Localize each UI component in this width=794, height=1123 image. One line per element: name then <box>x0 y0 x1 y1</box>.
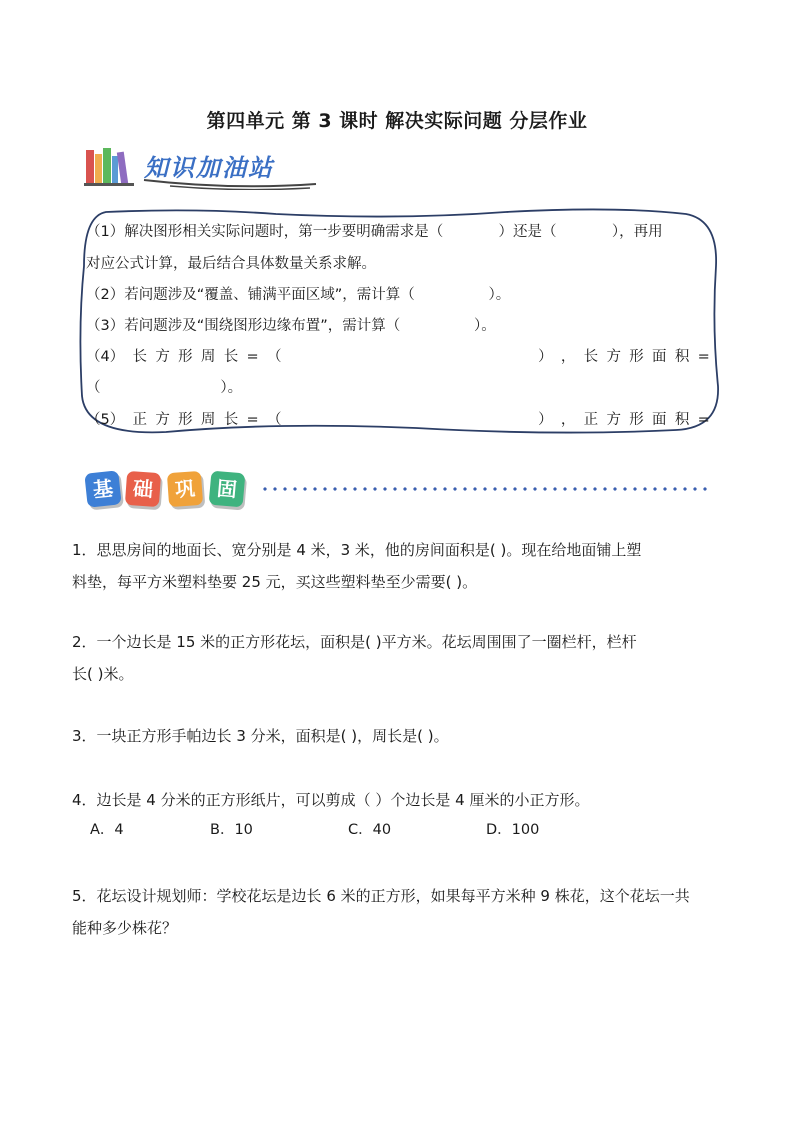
books-icon <box>84 146 136 186</box>
knowledge-item-3: （3）若问题涉及“围绕图形边缘布置”，需计算（ ）。 <box>86 318 496 334</box>
dotted-divider <box>260 486 712 492</box>
question-1: 1．思思房间的地面长、宽分别是 4 米，3 米，他的房间面积是( )。现在给地面铺上塑 料垫，每平方米塑料垫要 25 元，买这些塑料垫至少需要( )。 <box>72 541 642 591</box>
tile-chu: 础 <box>125 471 161 507</box>
knowledge-item-1: （1）解决图形相关实际问题时，第一步要明确需求是（ ）还是（ ），再用 <box>86 224 663 240</box>
section-knowledge-banner <box>84 142 304 190</box>
section-knowledge-title: 知识加油站 <box>144 154 274 182</box>
tile-gong: 巩 <box>167 471 203 507</box>
knowledge-item-4-cont: （ ）。 <box>86 380 243 396</box>
option-d[interactable]: D．100 <box>486 822 540 838</box>
knowledge-item-1-cont: 对应公式计算，最后结合具体数量关系求解。 <box>86 256 376 272</box>
tile-gu: 固 <box>209 471 246 508</box>
section-basics-banner <box>86 468 716 514</box>
tile-ji: 基 <box>84 470 121 507</box>
question-5: 5．花坛设计规划师：学校花坛是边长 6 米的正方形，如果每平方米种 9 株花，这个花坛一共 能种多少株花？ <box>72 887 690 937</box>
knowledge-item-4: （4） 长 方 形 周 长 = （ ） ， 长 方 形 面 积 = <box>86 349 710 365</box>
knowledge-item-2: （2）若问题涉及“覆盖、铺满平面区域”，需计算（ ）。 <box>86 287 511 303</box>
question-4: 4．边长是 4 分米的正方形纸片，可以剪成（ ）个边长是 4 厘米的小正方形。 <box>72 791 590 809</box>
title-underline <box>140 176 320 190</box>
question-2: 2．一个边长是 15 米的正方形花坛，面积是( )平方米。花坛周围围了一圈栏杆，栏杆 长( )米。 <box>72 633 637 683</box>
option-a[interactable]: A．4 <box>90 822 124 838</box>
question-3: 3．一块正方形手帕边长 3 分米，面积是( )，周长是( )。 <box>72 727 449 745</box>
knowledge-item-5: （5） 正 方 形 周 长 = （ ） ， 正 方 形 面 积 = <box>86 412 710 428</box>
option-b[interactable]: B．10 <box>210 822 253 838</box>
option-c[interactable]: C．40 <box>348 822 392 838</box>
page-title: 第四单元 第 3 课时 解决实际问题 分层作业 <box>206 110 588 132</box>
